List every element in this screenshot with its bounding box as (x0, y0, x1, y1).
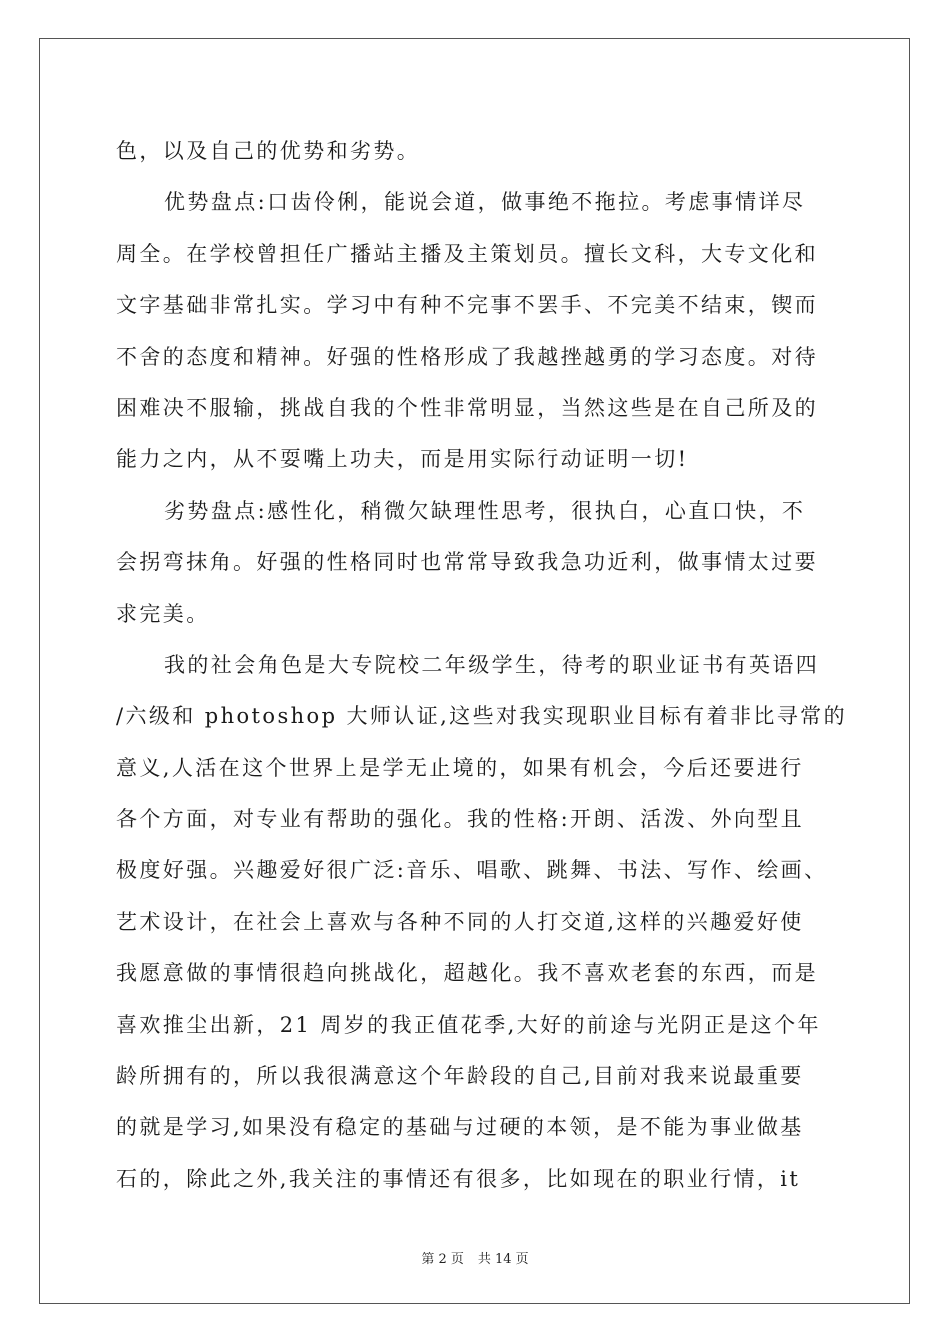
text-line: 劣势盘点:感性化，稍微欠缺理性思考，很执白，心直口快，不 (164, 498, 806, 523)
text-line: /六级和 photoshop 大师认证,这些对我实现职业目标有着非比寻常的 (116, 704, 847, 729)
text-line: 各个方面，对专业有帮助的强化。我的性格:开朗、活泼、外向型且 (116, 807, 805, 832)
text-line: 艺术设计，在社会上喜欢与各种不同的人打交道,这样的兴趣爱好使 (116, 909, 804, 934)
page-number: 第 2 页 (421, 1252, 464, 1267)
text-line: 我的社会角色是大专院校二年级学生，待考的职业证书有英语四 (164, 652, 820, 677)
text-line: 能力之内，从不耍嘴上功夫，而是用实际行动证明一切! (116, 447, 689, 472)
document-body (116, 126, 847, 1205)
text-line: 会拐弯抹角。好强的性格同时也常常导致我急功近利，做事情太过要 (116, 550, 818, 575)
text-line: 求完美。 (116, 601, 210, 626)
text-line: 意义,人活在这个世界上是学无止境的，如果有机会，今后还要进行 (116, 755, 804, 780)
page-total: 共 14 页 (477, 1252, 529, 1267)
page-footer (0, 1248, 950, 1267)
text-line: 我愿意做的事情很趋向挑战化，超越化。我不喜欢老套的东西，而是 (116, 961, 818, 986)
text-line: 不舍的态度和精神。好强的性格形成了我越挫越勇的学习态度。对待 (116, 344, 818, 369)
text-line: 困难决不服输，挑战自我的个性非常明显，当然这些是在自己所及的 (116, 395, 818, 420)
text-line: 喜欢推尘出新，21 周岁的我正值花季,大好的前途与光阴正是这个年 (116, 1012, 821, 1037)
text-line: 极度好强。兴趣爱好很广泛:音乐、唱歌、跳舞、书法、写作、绘画、 (116, 858, 828, 883)
text-line: 的就是学习,如果没有稳定的基础与过硬的本领，是不能为事业做基 (116, 1115, 804, 1140)
text-line: 文字基础非常扎实。学习中有种不完事不罢手、不完美不结束，锲而 (116, 293, 818, 318)
text-line: 龄所拥有的，所以我很满意这个年龄段的自己,目前对我来说最重要 (116, 1064, 804, 1089)
text-line: 色，以及自己的优势和劣势。 (116, 139, 421, 163)
text-line: 石的，除此之外,我关注的事情还有很多，比如现在的职业行情，it (116, 1166, 801, 1191)
text-line: 周全。在学校曾担任广播站主播及主策划员。擅长文科，大专文化和 (116, 241, 818, 266)
text-line: 优势盘点:口齿伶俐，能说会道，做事绝不拖拉。考虑事情详尽 (164, 190, 806, 215)
